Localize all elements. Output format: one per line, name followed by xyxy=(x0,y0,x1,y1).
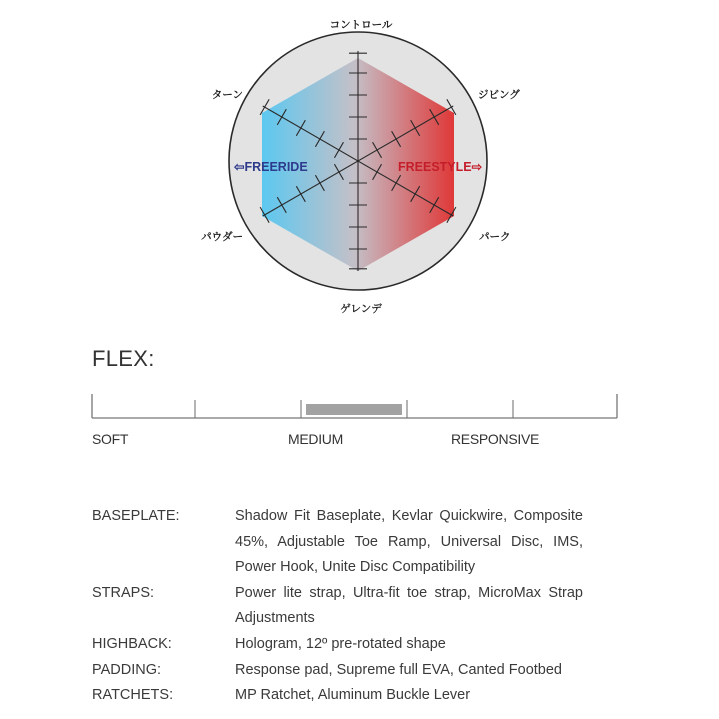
freeride-label: ⇦FREERIDE xyxy=(234,160,308,174)
spec-value: Response pad, Supreme full EVA, Canted Footbed xyxy=(235,661,562,678)
radar-diagram xyxy=(0,0,719,330)
spec-row-highback xyxy=(92,632,592,658)
flex-label-medium: MEDIUM xyxy=(288,431,343,447)
spec-row-padding xyxy=(92,658,592,684)
spec-key: STRAPS: xyxy=(92,584,155,601)
axis-label-park: パーク xyxy=(479,231,511,243)
axis-label-powder: パウダー xyxy=(201,231,243,243)
spec-row-ratchets xyxy=(92,683,592,709)
spec-value: MP Ratchet, Aluminum Buckle Lever xyxy=(235,687,471,704)
spec-list xyxy=(92,504,592,709)
flex-rating-bar xyxy=(306,404,402,415)
spec-key: BASEPLATE: xyxy=(92,508,180,524)
freestyle-label: FREESTYLE⇨ xyxy=(398,160,483,174)
spec-value: Hologram, 12º pre-rotated shape xyxy=(235,635,446,652)
spec-row-baseplate xyxy=(92,504,592,581)
flex-label-responsive: RESPONSIVE xyxy=(451,431,540,447)
axis-label-jibbing: ジビング xyxy=(478,89,520,101)
flex-label-soft: SOFT xyxy=(92,431,129,447)
flex-scale xyxy=(0,390,719,426)
spec-value: Power lite strap, Ultra-fit toe strap, MicroMax Strap Adjustments xyxy=(235,584,583,627)
axis-label-turn: ターン xyxy=(211,89,243,101)
spec-key: PADDING: xyxy=(92,661,162,678)
axis-label-groomer: ゲレンデ xyxy=(340,303,382,315)
spec-row-straps xyxy=(92,581,592,632)
spec-key: RATCHETS: xyxy=(92,687,174,704)
spec-key: HIGHBACK: xyxy=(92,635,172,652)
flex-title: FLEX: xyxy=(92,346,155,371)
axis-label-control: コントロール xyxy=(329,19,393,31)
spec-value: Shadow Fit Baseplate, Kevlar Quickwire, Composite 45%, Adjustable Toe Ramp, Universal Disc, IMS, Power Hook, Unite Disc Compatibility xyxy=(235,508,583,576)
